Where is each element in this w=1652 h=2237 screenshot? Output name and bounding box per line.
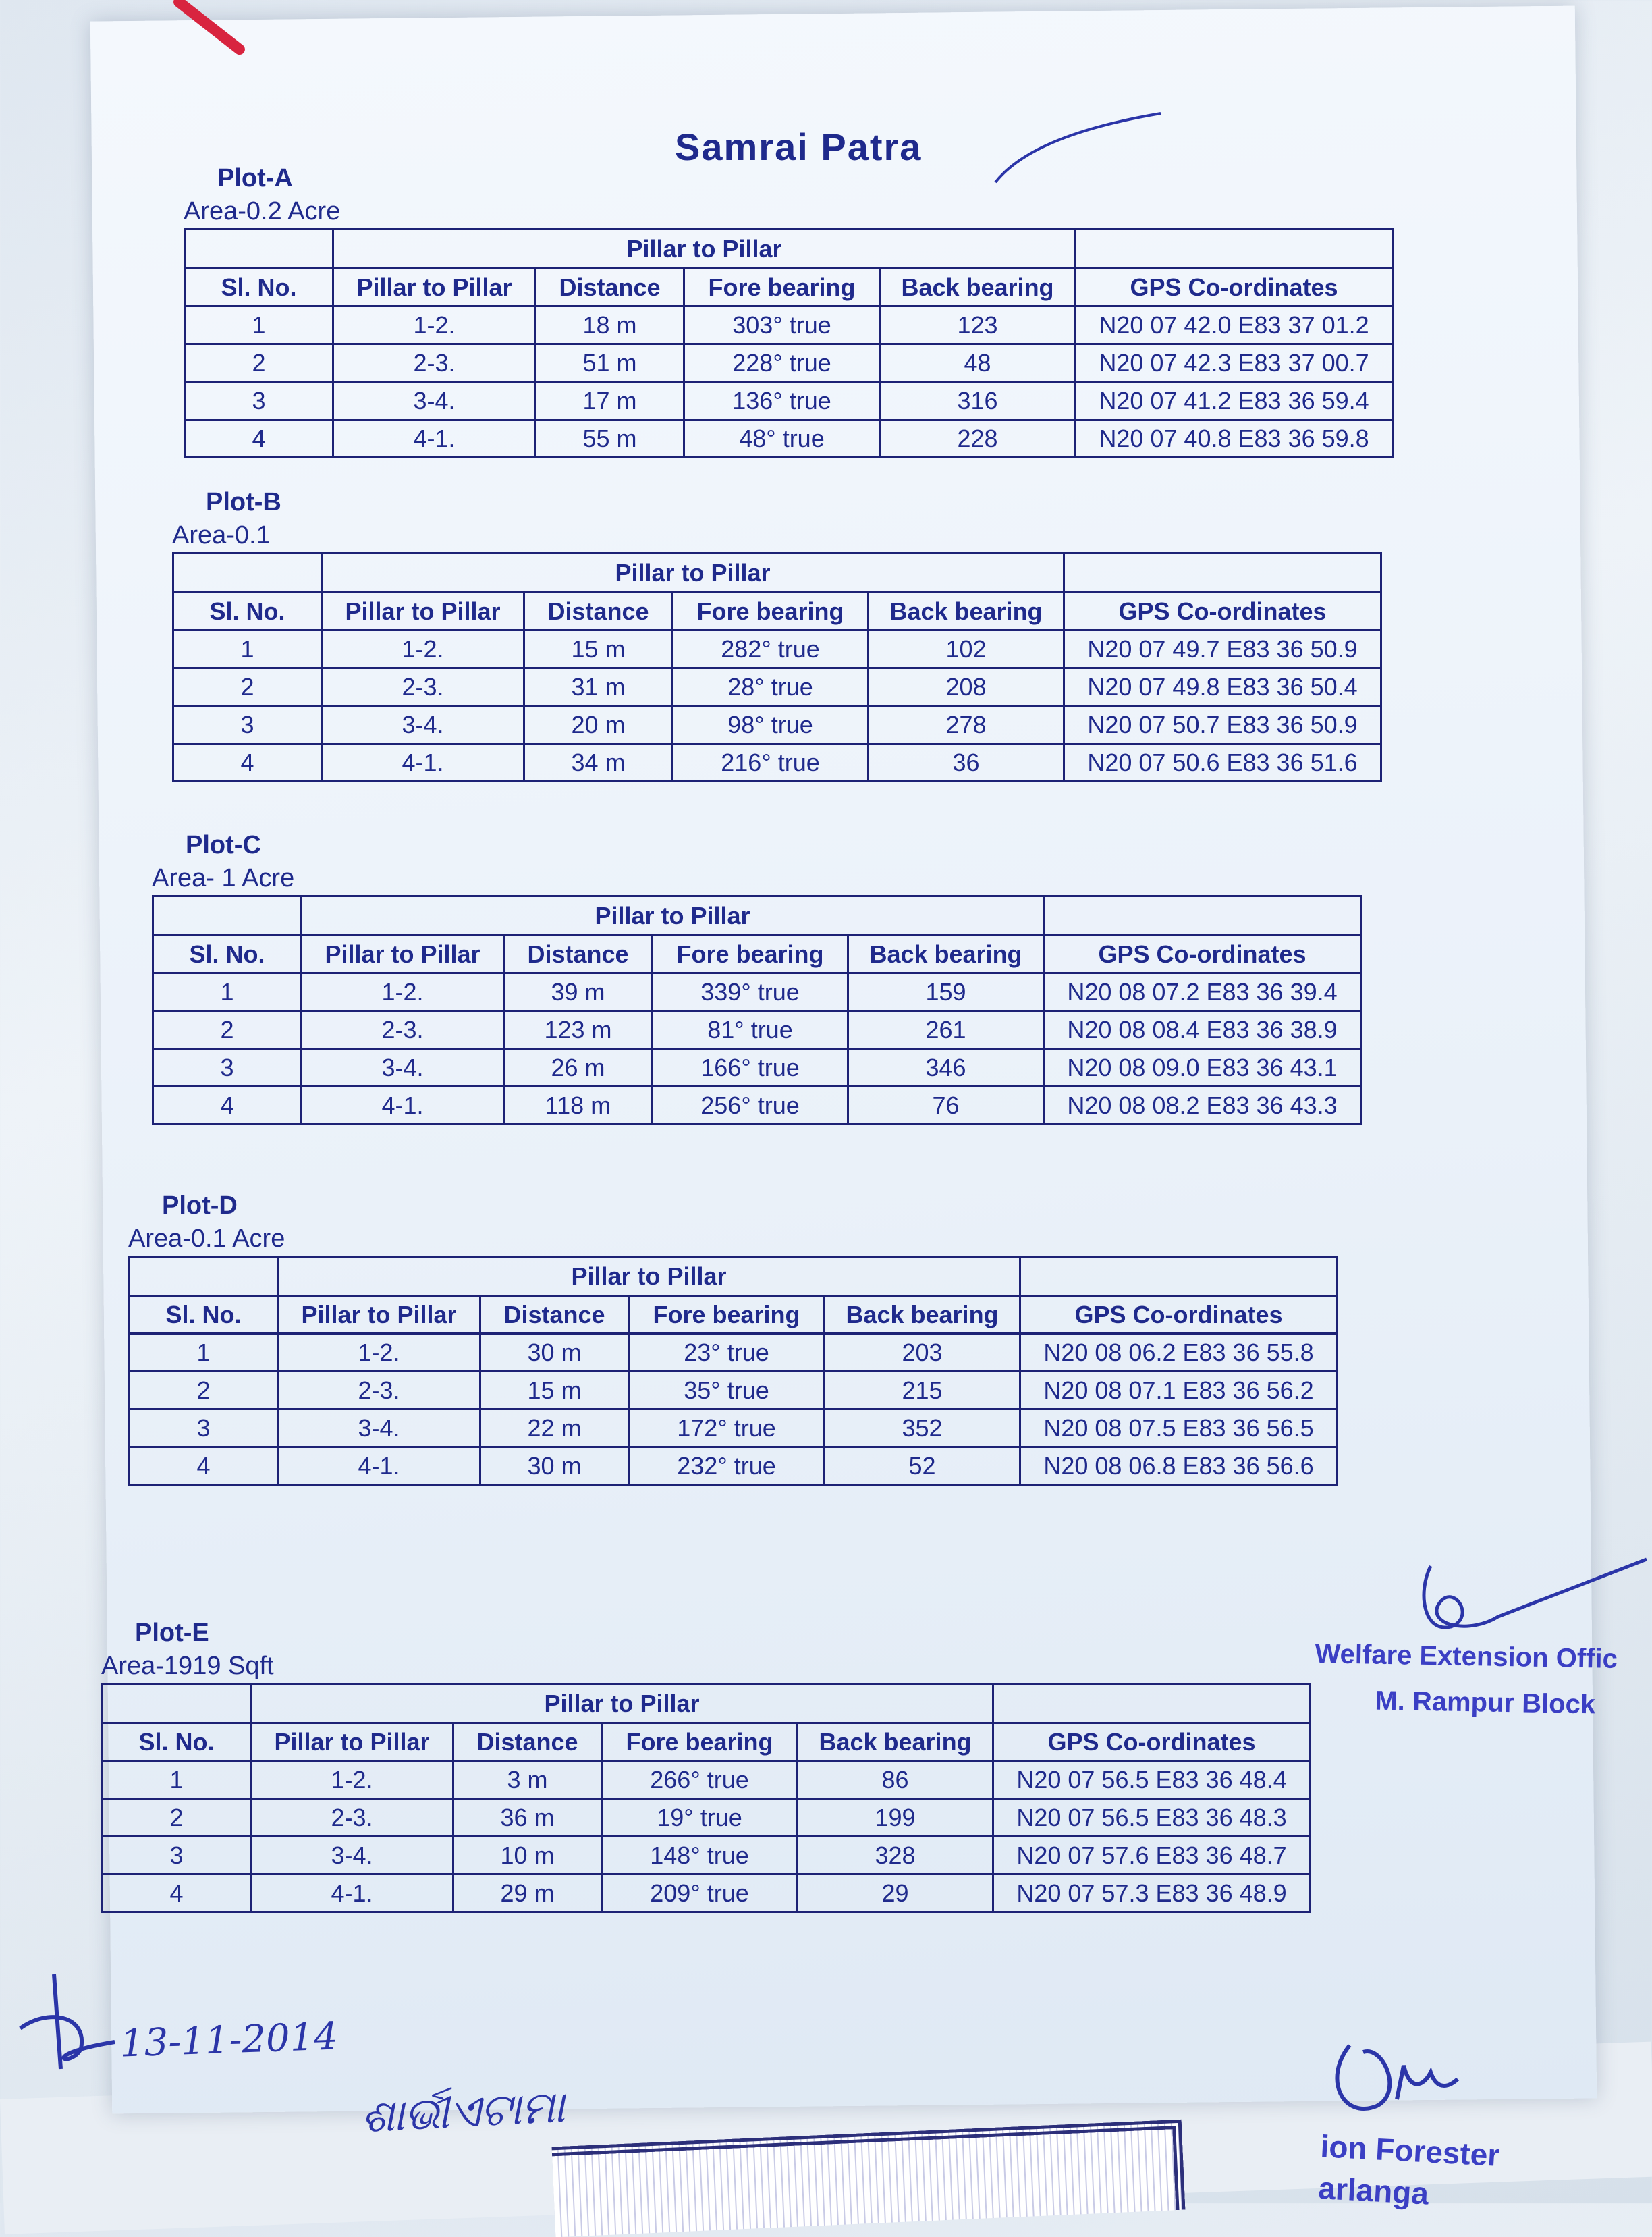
- sl-no-header: Sl. No.: [185, 269, 333, 306]
- plot-b-section: [172, 486, 1382, 782]
- forester-stamp: [1317, 2125, 1501, 2218]
- sl-no-header: Sl. No.: [153, 936, 302, 973]
- table-row: [173, 630, 1381, 668]
- header-blank-cell: [173, 554, 322, 593]
- back-bearing-cell: 352: [825, 1409, 1020, 1447]
- forester-signature: [1323, 2025, 1498, 2133]
- back-bearing-cell: 76: [848, 1087, 1044, 1125]
- table-row: [153, 973, 1361, 1011]
- gps-coordinates-cell: N20 08 07.5 E83 36 56.5: [1020, 1409, 1338, 1447]
- header-blank-cell: [1020, 1257, 1338, 1296]
- stamp-line: Welfare Extension Offic: [1315, 1639, 1618, 1674]
- header-blank-cell: [993, 1684, 1311, 1723]
- pillar-to-pillar-cell: 1-2.: [278, 1334, 480, 1372]
- back-bearing-cell: 278: [869, 706, 1064, 744]
- plot-area: Area-0.1: [172, 521, 271, 549]
- sl-no-cell: 1: [173, 630, 322, 668]
- gps-coordinates-cell: N20 07 50.6 E83 36 51.6: [1064, 744, 1381, 782]
- table-row: [103, 1875, 1311, 1912]
- table-row: [185, 420, 1393, 458]
- header-blank-cell: [1044, 896, 1361, 936]
- pillar-to-pillar-header: Pillar to Pillar: [322, 593, 524, 630]
- fore-bearing-cell: 282° true: [673, 630, 869, 668]
- header-blank-cell: [1076, 230, 1393, 269]
- distance-header: Distance: [504, 936, 653, 973]
- distance-cell: 29 m: [453, 1875, 602, 1912]
- plot-area: Area-0.2 Acre: [184, 197, 341, 225]
- table-row: [130, 1409, 1338, 1447]
- gps-coordinates-header: GPS Co-ordinates: [993, 1723, 1311, 1761]
- back-bearing-cell: 215: [825, 1372, 1020, 1409]
- back-bearing-cell: 261: [848, 1011, 1044, 1049]
- back-bearing-cell: 346: [848, 1049, 1044, 1087]
- fore-bearing-cell: 148° true: [602, 1837, 798, 1875]
- pillar-to-pillar-cell: 2-3.: [322, 668, 524, 706]
- pillar-to-pillar-header: Pillar to Pillar: [302, 936, 504, 973]
- table-row: [185, 382, 1393, 420]
- back-bearing-header: Back bearing: [798, 1723, 993, 1761]
- distance-cell: 118 m: [504, 1087, 653, 1125]
- distance-cell: 30 m: [480, 1447, 629, 1485]
- gps-coordinates-cell: N20 08 06.2 E83 36 55.8: [1020, 1334, 1338, 1372]
- table-row: [153, 1087, 1361, 1125]
- pillar-to-pillar-cell: 4-1.: [333, 420, 536, 458]
- distance-cell: 22 m: [480, 1409, 629, 1447]
- fore-bearing-cell: 136° true: [684, 382, 880, 420]
- document-title: Samrai Patra: [675, 126, 923, 168]
- pillar-to-pillar-header: Pillar to Pillar: [278, 1296, 480, 1334]
- plot-e-table: [101, 1683, 1311, 1913]
- sl-no-cell: 1: [130, 1334, 278, 1372]
- sl-no-cell: 2: [173, 668, 322, 706]
- header-blank-cell: [103, 1684, 251, 1723]
- gps-coordinates-cell: N20 07 40.8 E83 36 59.8: [1076, 420, 1393, 458]
- plot-d-table: [128, 1256, 1338, 1486]
- gps-coordinates-header: GPS Co-ordinates: [1076, 269, 1393, 306]
- distance-cell: 10 m: [453, 1837, 602, 1875]
- back-bearing-cell: 52: [825, 1447, 1020, 1485]
- group-header-row: [185, 230, 1393, 269]
- plot-a-table: [184, 228, 1394, 458]
- pillar-to-pillar-group-header: Pillar to Pillar: [333, 230, 1076, 269]
- fore-bearing-cell: 19° true: [602, 1799, 798, 1837]
- fore-bearing-cell: 172° true: [629, 1409, 825, 1447]
- pillar-to-pillar-cell: 2-3.: [302, 1011, 504, 1049]
- plot-c-section: [152, 829, 1362, 1125]
- pillar-to-pillar-group-header: Pillar to Pillar: [251, 1684, 993, 1723]
- back-bearing-cell: 48: [880, 344, 1076, 382]
- plot-c-table: [152, 895, 1362, 1125]
- back-bearing-cell: 203: [825, 1334, 1020, 1372]
- handwritten-odia-note: ଶାର୍ଭୀଏଟାମା: [360, 2080, 566, 2143]
- fore-bearing-cell: 48° true: [684, 420, 880, 458]
- stamp-line: M. Rampur Block: [1375, 1686, 1596, 1720]
- fore-bearing-cell: 256° true: [653, 1087, 848, 1125]
- plot-area: Area-0.1 Acre: [128, 1224, 285, 1253]
- group-header-row: [103, 1684, 1311, 1723]
- pillar-to-pillar-cell: 4-1.: [251, 1875, 453, 1912]
- pillar-to-pillar-cell: 2-3.: [278, 1372, 480, 1409]
- pillar-to-pillar-cell: 4-1.: [302, 1087, 504, 1125]
- pillar-to-pillar-cell: 3-4.: [322, 706, 524, 744]
- gps-coordinates-cell: N20 07 49.8 E83 36 50.4: [1064, 668, 1381, 706]
- sl-no-cell: 4: [173, 744, 322, 782]
- fore-bearing-cell: 28° true: [673, 668, 869, 706]
- back-bearing-cell: 123: [880, 306, 1076, 344]
- table-row: [173, 744, 1381, 782]
- table-row: [130, 1372, 1338, 1409]
- plot-a-section: [184, 162, 1394, 458]
- pillar-to-pillar-cell: 4-1.: [278, 1447, 480, 1485]
- sl-no-cell: 3: [103, 1837, 251, 1875]
- sl-no-cell: 3: [153, 1049, 302, 1087]
- header-blank-cell: [153, 896, 302, 936]
- distance-header: Distance: [524, 593, 673, 630]
- table-row: [153, 1049, 1361, 1087]
- gps-coordinates-cell: N20 07 56.5 E83 36 48.3: [993, 1799, 1311, 1837]
- fore-bearing-cell: 232° true: [629, 1447, 825, 1485]
- header-blank-cell: [130, 1257, 278, 1296]
- distance-header: Distance: [453, 1723, 602, 1761]
- pillar-to-pillar-cell: 1-2.: [322, 630, 524, 668]
- pillar-to-pillar-cell: 2-3.: [333, 344, 536, 382]
- pillar-to-pillar-cell: 3-4.: [251, 1837, 453, 1875]
- distance-cell: 39 m: [504, 973, 653, 1011]
- back-bearing-cell: 328: [798, 1837, 993, 1875]
- back-bearing-header: Back bearing: [869, 593, 1064, 630]
- gps-coordinates-cell: N20 08 08.4 E83 36 38.9: [1044, 1011, 1361, 1049]
- distance-cell: 34 m: [524, 744, 673, 782]
- fore-bearing-cell: 209° true: [602, 1875, 798, 1912]
- back-bearing-header: Back bearing: [848, 936, 1044, 973]
- table-row: [103, 1761, 1311, 1799]
- sl-no-cell: 2: [153, 1011, 302, 1049]
- plot-area: Area-1919 Sqft: [101, 1652, 274, 1680]
- distance-cell: 3 m: [453, 1761, 602, 1799]
- sl-no-cell: 3: [185, 382, 333, 420]
- back-bearing-cell: 228: [880, 420, 1076, 458]
- pillar-to-pillar-cell: 1-2.: [302, 973, 504, 1011]
- distance-cell: 26 m: [504, 1049, 653, 1087]
- back-bearing-cell: 36: [869, 744, 1064, 782]
- initial-signature: [7, 1968, 128, 2076]
- plot-e-section: [101, 1617, 1311, 1913]
- back-bearing-cell: 208: [869, 668, 1064, 706]
- distance-cell: 36 m: [453, 1799, 602, 1837]
- group-header-row: [130, 1257, 1338, 1296]
- back-bearing-cell: 159: [848, 973, 1044, 1011]
- fore-bearing-cell: 216° true: [673, 744, 869, 782]
- gps-coordinates-cell: N20 07 49.7 E83 36 50.9: [1064, 630, 1381, 668]
- column-header-row: [185, 269, 1393, 306]
- plot-d-section: [128, 1189, 1338, 1486]
- group-header-row: [173, 554, 1381, 593]
- fore-bearing-header: Fore bearing: [653, 936, 848, 973]
- distance-cell: 30 m: [480, 1334, 629, 1372]
- distance-cell: 15 m: [480, 1372, 629, 1409]
- welfare-office-stamp: [1314, 1631, 1618, 1728]
- back-bearing-cell: 86: [798, 1761, 993, 1799]
- fore-bearing-header: Fore bearing: [684, 269, 880, 306]
- fore-bearing-cell: 98° true: [673, 706, 869, 744]
- sl-no-cell: 1: [185, 306, 333, 344]
- fore-bearing-cell: 35° true: [629, 1372, 825, 1409]
- sl-no-header: Sl. No.: [130, 1296, 278, 1334]
- sl-no-cell: 4: [185, 420, 333, 458]
- table-row: [173, 668, 1381, 706]
- distance-cell: 15 m: [524, 630, 673, 668]
- header-blank-cell: [1064, 554, 1381, 593]
- gps-coordinates-cell: N20 07 42.3 E83 37 00.7: [1076, 344, 1393, 382]
- fore-bearing-header: Fore bearing: [602, 1723, 798, 1761]
- back-bearing-cell: 102: [869, 630, 1064, 668]
- table-row: [185, 306, 1393, 344]
- header-blank-cell: [185, 230, 333, 269]
- pillar-to-pillar-cell: 1-2.: [251, 1761, 453, 1799]
- stamp-line: ion Forester: [1319, 2128, 1501, 2173]
- distance-cell: 20 m: [524, 706, 673, 744]
- gps-coordinates-header: GPS Co-ordinates: [1064, 593, 1381, 630]
- back-bearing-cell: 199: [798, 1799, 993, 1837]
- gps-coordinates-cell: N20 07 57.6 E83 36 48.7: [993, 1837, 1311, 1875]
- distance-cell: 18 m: [536, 306, 684, 344]
- sl-no-cell: 2: [103, 1799, 251, 1837]
- gps-coordinates-cell: N20 08 07.1 E83 36 56.2: [1020, 1372, 1338, 1409]
- pillar-to-pillar-group-header: Pillar to Pillar: [278, 1257, 1020, 1296]
- distance-cell: 31 m: [524, 668, 673, 706]
- back-bearing-cell: 29: [798, 1875, 993, 1912]
- table-row: [103, 1799, 1311, 1837]
- fore-bearing-cell: 166° true: [653, 1049, 848, 1087]
- plot-name: Plot-C: [186, 831, 261, 859]
- sl-no-cell: 2: [130, 1372, 278, 1409]
- gps-coordinates-cell: N20 07 50.7 E83 36 50.9: [1064, 706, 1381, 744]
- sl-no-cell: 1: [153, 973, 302, 1011]
- distance-cell: 17 m: [536, 382, 684, 420]
- pillar-to-pillar-cell: 2-3.: [251, 1799, 453, 1837]
- fore-bearing-header: Fore bearing: [673, 593, 869, 630]
- gps-coordinates-cell: N20 07 41.2 E83 36 59.4: [1076, 382, 1393, 420]
- fore-bearing-cell: 266° true: [602, 1761, 798, 1799]
- distance-cell: 55 m: [536, 420, 684, 458]
- distance-header: Distance: [536, 269, 684, 306]
- sl-no-cell: 4: [153, 1087, 302, 1125]
- sl-no-cell: 4: [103, 1875, 251, 1912]
- pillar-to-pillar-cell: 3-4.: [333, 382, 536, 420]
- column-header-row: [173, 593, 1381, 630]
- back-bearing-header: Back bearing: [825, 1296, 1020, 1334]
- table-row: [185, 344, 1393, 382]
- pillar-to-pillar-header: Pillar to Pillar: [251, 1723, 453, 1761]
- plot-b-table: [172, 552, 1382, 782]
- gps-coordinates-cell: N20 08 08.2 E83 36 43.3: [1044, 1087, 1361, 1125]
- table-row: [130, 1334, 1338, 1372]
- back-bearing-cell: 316: [880, 382, 1076, 420]
- sl-no-cell: 3: [130, 1409, 278, 1447]
- group-header-row: [153, 896, 1361, 936]
- fore-bearing-cell: 303° true: [684, 306, 880, 344]
- sl-no-cell: 1: [103, 1761, 251, 1799]
- column-header-row: [130, 1296, 1338, 1334]
- table-row: [173, 706, 1381, 744]
- pillar-to-pillar-cell: 1-2.: [333, 306, 536, 344]
- sl-no-cell: 2: [185, 344, 333, 382]
- table-row: [153, 1011, 1361, 1049]
- distance-header: Distance: [480, 1296, 629, 1334]
- back-bearing-header: Back bearing: [880, 269, 1076, 306]
- plot-name: Plot-A: [217, 164, 293, 192]
- table-row: [130, 1447, 1338, 1485]
- sl-no-header: Sl. No.: [173, 593, 322, 630]
- gps-coordinates-header: GPS Co-ordinates: [1044, 936, 1361, 973]
- gps-coordinates-header: GPS Co-ordinates: [1020, 1296, 1338, 1334]
- fore-bearing-cell: 81° true: [653, 1011, 848, 1049]
- plot-name: Plot-E: [135, 1619, 209, 1647]
- pillar-to-pillar-header: Pillar to Pillar: [333, 269, 536, 306]
- handwritten-date: 13-11-2014: [119, 2014, 339, 2066]
- gps-coordinates-cell: N20 08 09.0 E83 36 43.1: [1044, 1049, 1361, 1087]
- fore-bearing-cell: 228° true: [684, 344, 880, 382]
- plot-name: Plot-B: [206, 488, 281, 516]
- sl-no-cell: 4: [130, 1447, 278, 1485]
- fore-bearing-cell: 23° true: [629, 1334, 825, 1372]
- column-header-row: [153, 936, 1361, 973]
- pillar-to-pillar-cell: 3-4.: [302, 1049, 504, 1087]
- distance-cell: 123 m: [504, 1011, 653, 1049]
- fore-bearing-cell: 339° true: [653, 973, 848, 1011]
- fore-bearing-header: Fore bearing: [629, 1296, 825, 1334]
- sl-no-cell: 3: [173, 706, 322, 744]
- gps-coordinates-cell: N20 07 42.0 E83 37 01.2: [1076, 306, 1393, 344]
- plot-name: Plot-D: [162, 1191, 238, 1220]
- gps-coordinates-cell: N20 08 07.2 E83 36 39.4: [1044, 973, 1361, 1011]
- stamp-line: arlanga: [1317, 2170, 1430, 2211]
- pillar-to-pillar-cell: 4-1.: [322, 744, 524, 782]
- pillar-to-pillar-group-header: Pillar to Pillar: [322, 554, 1064, 593]
- gps-coordinates-cell: N20 08 06.8 E83 36 56.6: [1020, 1447, 1338, 1485]
- sl-no-header: Sl. No.: [103, 1723, 251, 1761]
- gps-coordinates-cell: N20 07 57.3 E83 36 48.9: [993, 1875, 1311, 1912]
- plot-area: Area- 1 Acre: [152, 864, 295, 892]
- gps-coordinates-cell: N20 07 56.5 E83 36 48.4: [993, 1761, 1311, 1799]
- pillar-to-pillar-group-header: Pillar to Pillar: [302, 896, 1044, 936]
- table-row: [103, 1837, 1311, 1875]
- distance-cell: 51 m: [536, 344, 684, 382]
- column-header-row: [103, 1723, 1311, 1761]
- pillar-to-pillar-cell: 3-4.: [278, 1409, 480, 1447]
